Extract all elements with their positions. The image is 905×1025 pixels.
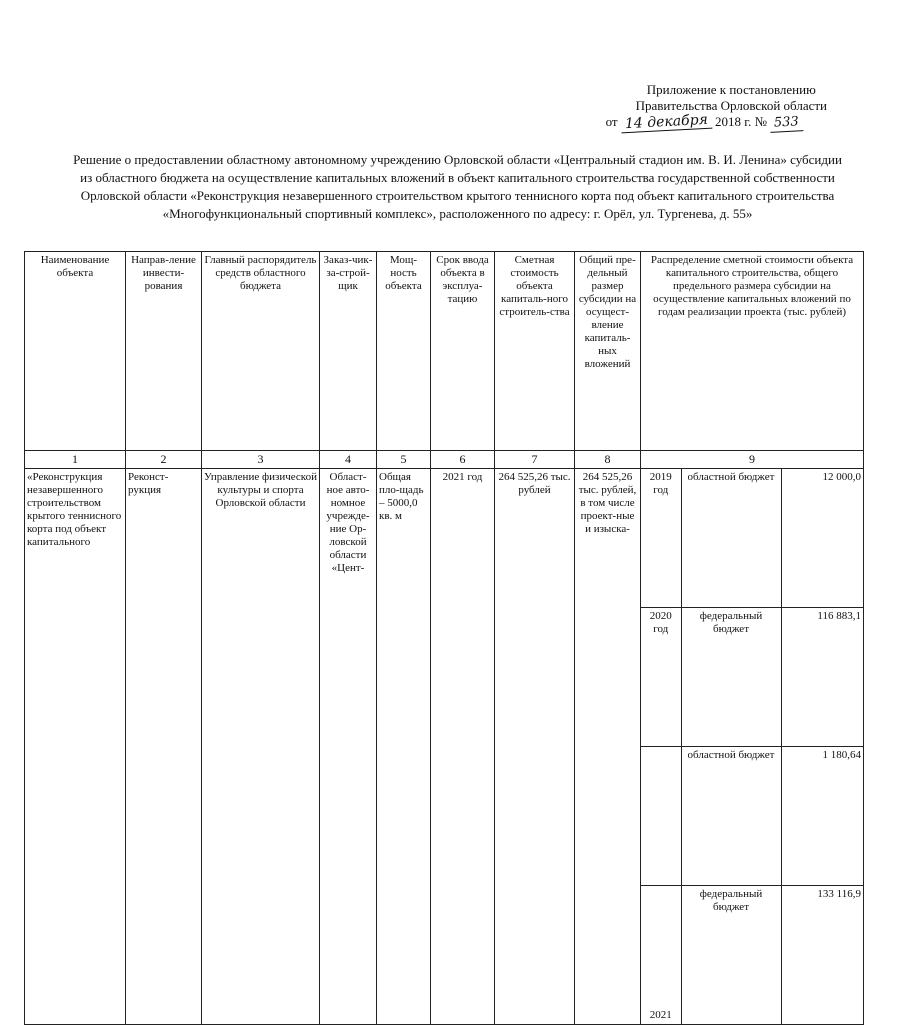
column-number: 3 xyxy=(202,451,320,469)
document-heading: Решение о предоставлении областному автономному учреждению Орловской области «Центральный стадион им. В. И. Ленина» субсидии из областного бюджета на осуществление капитальных вложений в объект капитального строительства государственной собственности Орловской области «Реконструкция незавершенного строительством крытого теннисного корта под объект капитального строительства «Многофункциональный спортивный комплекс», расположенного по адресу: г. Орёл, ул. Тургенева, д. 55» xyxy=(73,152,842,221)
distribution-row xyxy=(641,886,863,1025)
table-header-row xyxy=(25,252,864,451)
column-number: 4 xyxy=(320,451,377,469)
distribution-row xyxy=(641,608,863,747)
header-cost: Сметная стоимость объекта капиталь-ного строитель-ства xyxy=(495,252,575,451)
column-number: 2 xyxy=(126,451,202,469)
header-manager: Главный распорядитель средств областного бюджета xyxy=(202,252,320,451)
column-number: 9 xyxy=(641,451,864,469)
cell-manager: Управление физической культуры и спорта Орловской области xyxy=(202,469,320,1025)
appendix-line-1: Приложение к постановлению xyxy=(646,82,816,97)
appendix-year: 2018 г. № xyxy=(715,114,768,129)
column-number: 8 xyxy=(575,451,641,469)
column-number: 7 xyxy=(495,451,575,469)
column-numbers-row xyxy=(25,451,864,469)
cell-object-name: «Реконструкция незавершенного строительством крытого теннисного корта под объект капитального xyxy=(25,469,126,1025)
header-term: Срок ввода объекта в эксплуа-тацию xyxy=(431,252,495,451)
header-capacity: Мощ-ность объекта xyxy=(377,252,431,451)
cell-term: 2021 год xyxy=(431,469,495,1025)
cell-customer: Област-ное авто-номное учрежде-ние Ор-ловской области «Цент- xyxy=(320,469,377,1025)
appendix-from: от xyxy=(605,114,618,129)
cell-capacity: Общая пло-щадь – 5000,0 кв. м xyxy=(377,469,431,1025)
appendix-date-line xyxy=(605,111,827,133)
header-direction: Направ-ление инвести-рования xyxy=(126,252,202,451)
distribution-source: областной бюджет xyxy=(681,469,781,608)
header-distribution: Распределение сметной стоимости объекта капитального строительства, общего предельного размера субсидии на осуществление капитальных вложений по годам реализации проекта (тыс. рублей) xyxy=(641,252,864,451)
cell-subsidy: 264 525,26 тыс. рублей, в том числе проект-ные и изыска- xyxy=(575,469,641,1025)
column-number: 1 xyxy=(25,451,126,469)
distribution-source: областной бюджет xyxy=(681,747,781,886)
subsidy-table xyxy=(24,251,864,1025)
header-customer: Заказ-чик-за-строй-щик xyxy=(320,252,377,451)
cell-distribution xyxy=(641,469,864,1025)
appendix-block xyxy=(605,82,827,133)
distribution-source: федеральный бюджет xyxy=(681,608,781,747)
distribution-year: 2019 год xyxy=(641,469,681,608)
distribution-row xyxy=(641,469,863,608)
appendix-line-2: Правительства Орловской области xyxy=(635,98,827,113)
distribution-value: 1 180,64 xyxy=(781,747,863,886)
header-subsidy: Общий пре-дельный размер субсидии на осущест-вление капиталь-ных вложений xyxy=(575,252,641,451)
handwritten-number: 533 xyxy=(770,114,804,133)
distribution-row xyxy=(641,747,863,886)
distribution-value: 116 883,1 xyxy=(781,608,863,747)
distribution-year xyxy=(641,747,681,886)
header-name: Наименование объекта xyxy=(25,252,126,451)
cell-cost: 264 525,26 тыс. рублей xyxy=(495,469,575,1025)
table-row xyxy=(25,469,864,1025)
distribution-year: 2020 год xyxy=(641,608,681,747)
column-number: 6 xyxy=(431,451,495,469)
distribution-table xyxy=(641,469,863,1024)
distribution-value: 12 000,0 xyxy=(781,469,863,608)
column-number: 5 xyxy=(377,451,431,469)
handwritten-date: 14 декабря xyxy=(620,112,712,134)
distribution-year: 2021 xyxy=(641,886,681,1025)
distribution-source: федеральный бюджет xyxy=(681,886,781,1025)
distribution-value: 133 116,9 xyxy=(781,886,863,1025)
cell-direction: Реконст-рукция xyxy=(126,469,202,1025)
